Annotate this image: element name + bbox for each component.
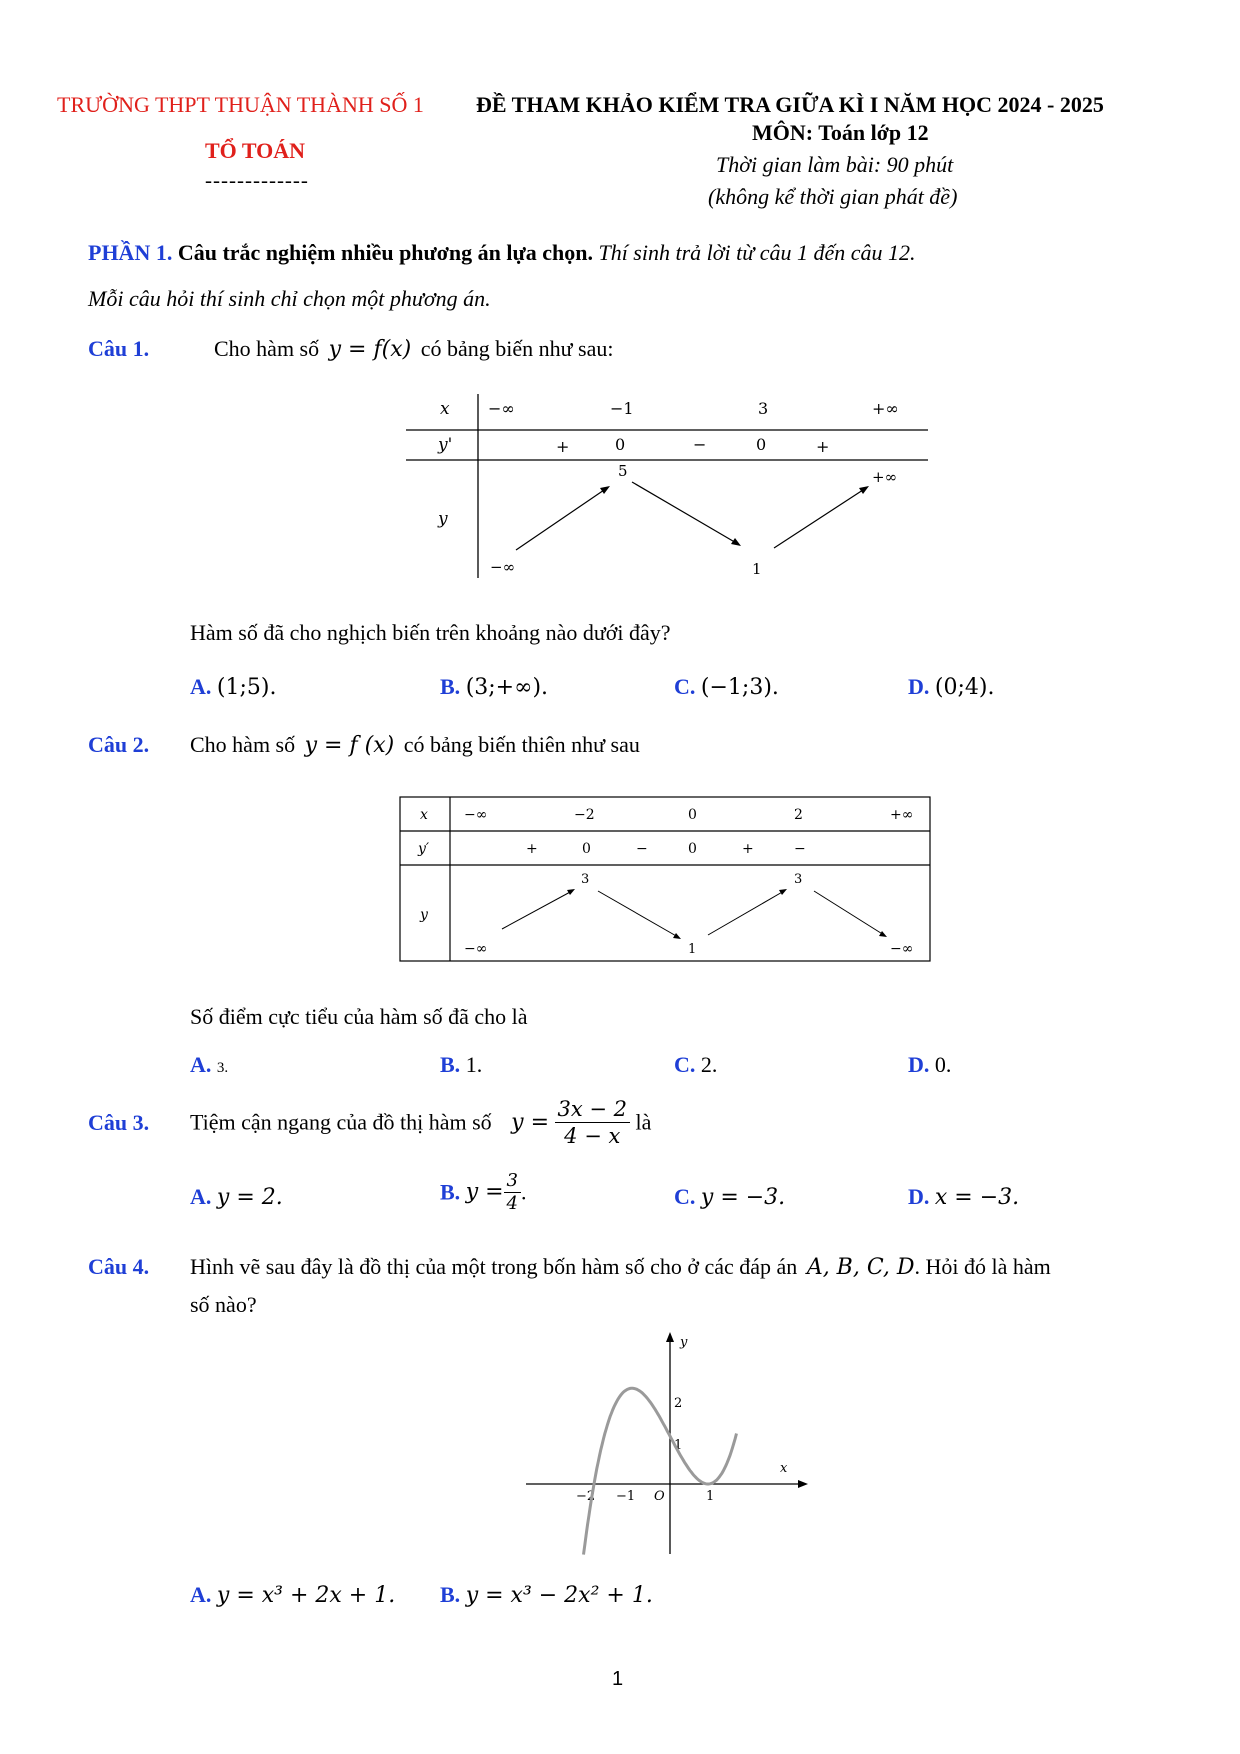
q4-choices: A, B, C, D — [806, 1255, 915, 1280]
q3-option-a: A. y = 2. — [190, 1184, 283, 1210]
exam-subject: MÔN: Toán lớp 12 — [752, 120, 929, 145]
q3-stem — [190, 1096, 651, 1149]
q3-denominator: 4 − x — [564, 1124, 621, 1148]
q1-text-before: Cho hàm số — [214, 336, 320, 361]
q2-row-y: y — [420, 907, 428, 923]
q2-y-5: −∞ — [890, 941, 914, 957]
q2-x-1: −∞ — [464, 807, 488, 823]
school-name: TRƯỜNG THPT THUẬN THÀNH SỐ 1 — [57, 92, 424, 117]
q3-text-before: Tiệm cận ngang của đồ thị hàm số — [190, 1109, 492, 1135]
section-instruction-1: Thí sinh trả lời từ câu 1 đến câu 12. — [598, 240, 916, 265]
q3-text-after: là — [635, 1109, 652, 1135]
q2-question: Số điểm cực tiểu của hàm số đã cho là — [190, 1004, 528, 1029]
q2-option-c: C. 2. — [674, 1052, 718, 1077]
q1-option-b: B. (3;+∞). — [440, 674, 549, 700]
q1-x-2: −1 — [610, 399, 634, 418]
q2-y-4: 3 — [794, 872, 803, 887]
q1-sign-5: + — [816, 437, 830, 456]
section-instruction-2: Mỗi câu hỏi thí sinh chỉ chọn một phương án. — [88, 286, 491, 311]
q1-arrow-down — [632, 482, 738, 544]
q4-text-line1: Hình vẽ sau đây là đồ thị của một trong bốn hàm số cho ở các đáp án — [190, 1254, 798, 1279]
q4-graph — [520, 1328, 820, 1558]
q1-option-a: A. (1;5). — [190, 674, 277, 700]
function-curve — [584, 1388, 737, 1554]
x-tick-neg1: −1 — [616, 1489, 636, 1504]
x-tick-neg2: −2 — [576, 1489, 596, 1504]
q3-fraction — [555, 1096, 631, 1149]
q1-sign-2: 0 — [615, 435, 626, 454]
q1-y-3: 1 — [752, 560, 762, 578]
q2-option-d: D. 0. — [908, 1052, 952, 1077]
q1-sign-3: − — [693, 435, 707, 454]
q4-stem-line1 — [190, 1254, 1051, 1280]
q1-label: Câu 1. — [88, 336, 150, 361]
q1-func: y = f(x) — [328, 337, 412, 362]
q1-arrow-up-1 — [516, 488, 607, 550]
q2-option-b: B. 1. — [440, 1052, 483, 1077]
q2-sign-1: + — [526, 841, 538, 857]
section-heading — [88, 240, 916, 266]
q3-option-d: D. x = −3. — [908, 1184, 1020, 1210]
q2-stem — [190, 732, 640, 758]
q2-y-3: 1 — [688, 942, 697, 957]
q2-y-2: 3 — [581, 872, 590, 887]
section-title: Câu trắc nghiệm nhiều phương án lựa chọn. — [177, 240, 593, 265]
q2-option-a: A. 3. — [190, 1052, 229, 1077]
q1-y-1: −∞ — [490, 558, 516, 576]
x-axis-label: x — [780, 1461, 788, 1476]
page-number: 1 — [612, 1668, 624, 1690]
q2-func: y = f (x) — [304, 733, 395, 758]
q2-x-4: 2 — [794, 807, 803, 823]
q2-x-5: +∞ — [890, 807, 914, 823]
q1-sign-4: 0 — [756, 435, 767, 454]
q2-sign-2: 0 — [582, 841, 591, 857]
q1-stem — [214, 336, 613, 362]
q2-x-2: −2 — [574, 807, 595, 823]
q2-sign-6: − — [794, 841, 806, 857]
q2-row-x: x — [420, 807, 428, 823]
q4-option-a: A. y = x³ + 2x + 1. — [190, 1582, 396, 1608]
q1-variation-table — [400, 390, 940, 590]
y-tick-2: 2 — [674, 1396, 683, 1411]
q4-stem-line2: số nào? — [190, 1292, 257, 1317]
q2-row-dy: y′ — [418, 841, 430, 857]
y-tick-1: 1 — [674, 1438, 683, 1453]
q1-question: Hàm số đã cho nghịch biến trên khoảng nào dưới đây? — [190, 620, 671, 645]
q2-text-after: có bảng biến thiên như sau — [403, 732, 640, 757]
q1-sign-1: + — [556, 437, 570, 456]
q3-label: Câu 3. — [88, 1110, 150, 1135]
exam-note: (không kể thời gian phát đề) — [708, 184, 958, 209]
q2-text-before: Cho hàm số — [190, 732, 296, 757]
section-label: PHẦN 1. — [88, 240, 173, 265]
q3-func-lhs: y = — [511, 1109, 549, 1135]
q1-row-x: x — [440, 399, 450, 419]
q2-sign-3: − — [636, 841, 648, 857]
q3-option-c: C. y = −3. — [674, 1184, 786, 1210]
header-divider: ------------- — [205, 168, 309, 192]
q2-x-3: 0 — [688, 807, 697, 823]
q2-y-1: −∞ — [464, 941, 488, 957]
q2-sign-4: 0 — [688, 841, 697, 857]
department-name: TỔ TOÁN — [205, 138, 306, 163]
q1-arrow-up-2 — [774, 488, 866, 548]
q2-sign-5: + — [742, 841, 754, 857]
q4-option-b: B. y = x³ − 2x² + 1. — [440, 1582, 653, 1608]
q1-option-c: C. (−1;3). — [674, 674, 779, 700]
q1-row-y: y — [438, 509, 448, 529]
q4-label: Câu 4. — [88, 1254, 150, 1279]
x-tick-1: 1 — [706, 1489, 715, 1504]
q3-option-b: B. y = $\frac{3}{4}$ . — [440, 1170, 527, 1214]
q1-y-2: 5 — [618, 462, 628, 480]
q1-x-3: 3 — [758, 399, 769, 418]
q1-x-4: +∞ — [872, 399, 899, 418]
q1-option-d: D. (0;4). — [908, 674, 995, 700]
exam-title: ĐỀ THAM KHẢO KIỂM TRA GIỮA KÌ I NĂM HỌC 2024 - 2025 — [476, 92, 1104, 117]
q1-x-1: −∞ — [488, 399, 515, 418]
q1-text-after: có bảng biến như sau: — [420, 336, 614, 361]
exam-duration: Thời gian làm bài: 90 phút — [716, 152, 954, 177]
q1-y-4: +∞ — [872, 468, 898, 486]
q1-row-dy: y' — [438, 435, 453, 455]
y-axis-label: y — [680, 1335, 688, 1350]
q4-text-line1-end: . Hỏi đó là hàm — [914, 1254, 1051, 1279]
q2-variation-table — [398, 795, 934, 965]
q3-numerator: 3x − 2 — [555, 1096, 631, 1123]
origin-label: O — [654, 1489, 665, 1504]
q2-label: Câu 2. — [88, 732, 150, 757]
